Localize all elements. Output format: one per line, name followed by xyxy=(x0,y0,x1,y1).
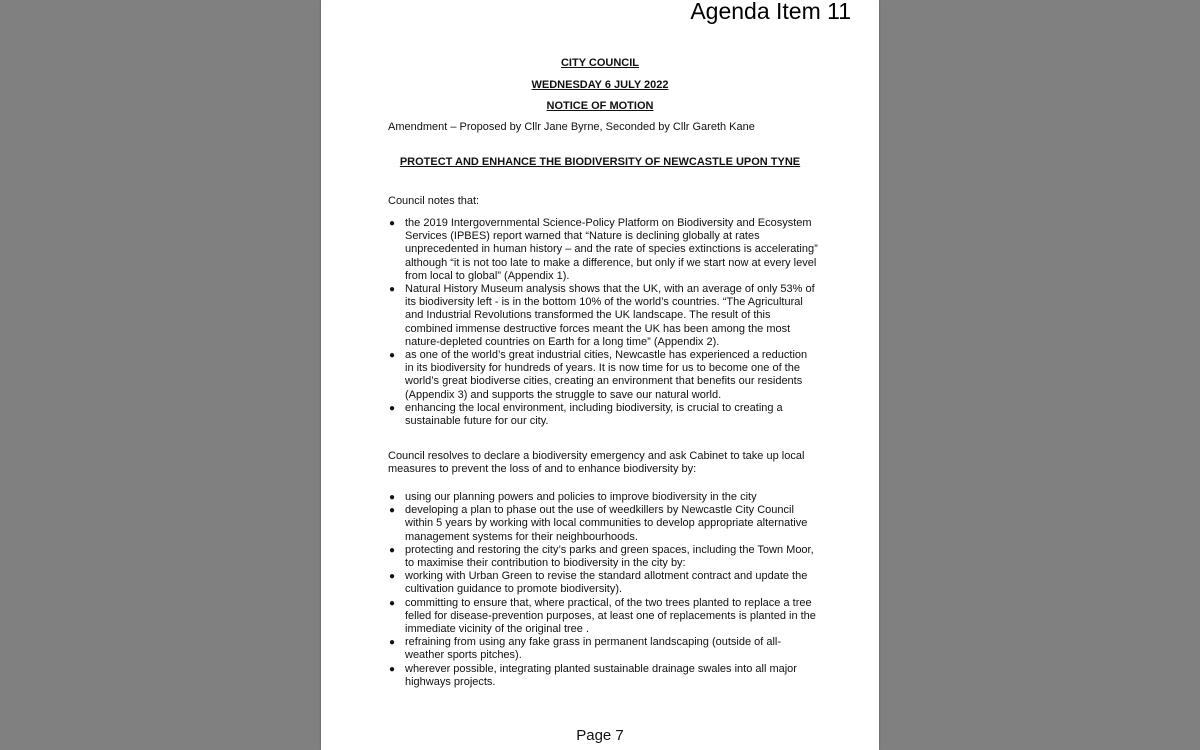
list-item-text: developing a plan to phase out the use of weedkillers by Newcastle City Council within 5 years by working with local communities to develop appropriate alternative management systems for their neighbourhoods. xyxy=(405,504,808,543)
document-page xyxy=(321,0,879,750)
bullet-icon: ● xyxy=(389,637,396,649)
list-item-text: committing to ensure that, where practical, of the two trees planted to replace a tree felled for disease-prevention purposes, at least one of replacements is planted in the immediate vicinity of the original tree . xyxy=(405,596,816,636)
bullet-icon: ● xyxy=(389,571,396,583)
page-number: Page 7 xyxy=(576,727,624,744)
list-item-text: as one of the world’s great industrial cities, Newcastle has experienced a reduction in its biodiversity for hundreds of years. It is now time for us to become one of the world’s great biodiverse cities, creating an environment that benefits our residents (Appendix 3) and supports the struggle to save our natural world. xyxy=(405,349,808,401)
resolves-list xyxy=(388,491,818,689)
council-heading: CITY COUNCIL xyxy=(560,57,640,69)
list-item xyxy=(388,349,818,402)
list-item-text: enhancing the local environment, including biodiversity, is crucial to creating a sustainable future for our city. xyxy=(405,401,783,428)
list-item xyxy=(388,504,818,544)
list-item xyxy=(388,544,818,570)
list-item-text: working with Urban Green to revise the standard allotment contract and update the cultivation guidance to promote biodiversity). xyxy=(405,570,808,596)
list-item-text: protecting and restoring the city’s parks and green spaces, including the Town Moor, to maximise their contribution to biodiversity in the city by: xyxy=(405,543,814,570)
bullet-icon: ● xyxy=(389,218,396,229)
notes-intro: Council notes that: xyxy=(388,195,480,207)
list-item-text: Natural History Museum analysis shows that the UK, with an average of only 53% of its biodiversity left - is in the bottom 10% of the world’s countries. “The Agricultural and Industrial Revolutions transformed the UK landscape. The result of this combined immense destructive forces meant the UK has been among the most nature-depleted countries on Earth for a long time” (Appendix 2). xyxy=(405,283,815,348)
bullet-icon: ● xyxy=(389,402,396,414)
list-item xyxy=(388,663,818,689)
meeting-date-heading: WEDNESDAY 6 JULY 2022 xyxy=(531,79,669,91)
bullet-icon: ● xyxy=(389,284,396,296)
bullet-icon: ● xyxy=(389,544,396,556)
bullet-icon: ● xyxy=(389,597,396,609)
list-item xyxy=(388,597,818,637)
agenda-item-label: Agenda Item 11 xyxy=(690,0,851,24)
amendment-line: Amendment – Proposed by Cllr Jane Byrne, Seconded by Cllr Gareth Kane xyxy=(388,121,755,133)
list-item xyxy=(388,636,818,662)
notes-list xyxy=(388,217,818,428)
list-item-text: wherever possible, integrating planted sustainable drainage swales into all major highways projects. xyxy=(405,662,797,688)
notice-heading: NOTICE OF MOTION xyxy=(546,100,654,112)
list-item xyxy=(388,491,818,504)
bullet-icon: ● xyxy=(389,350,396,362)
list-item-text: using our planning powers and policies to improve biodiversity in the city xyxy=(405,491,757,503)
bullet-icon: ● xyxy=(389,663,396,675)
list-item xyxy=(388,570,818,596)
list-item xyxy=(388,402,818,428)
bullet-icon: ● xyxy=(389,492,396,503)
list-item xyxy=(388,283,818,349)
motion-title: PROTECT AND ENHANCE THE BIODIVERSITY OF NEWCASTLE UPON TYNE xyxy=(399,156,801,168)
resolves-intro: Council resolves to declare a biodiversity emergency and ask Cabinet to take up local measures to prevent the loss of and to enhance biodiversity by: xyxy=(388,450,805,476)
list-item-text: the 2019 Intergovernmental Science-Policy Platform on Biodiversity and Ecosystem Services (IPBES) report warned that “Nature is declining globally at rates unprecedented in human history – and the rate of species extinctions is accelerating” although “it is not too late to make a difference, but only if we start now at every level from local to global” (Appendix 1). xyxy=(405,217,818,282)
list-item xyxy=(388,217,818,283)
bullet-icon: ● xyxy=(389,505,396,517)
list-item-text: refraining from using any fake grass in permanent landscaping (outside of all-weather sports pitches). xyxy=(405,636,782,662)
